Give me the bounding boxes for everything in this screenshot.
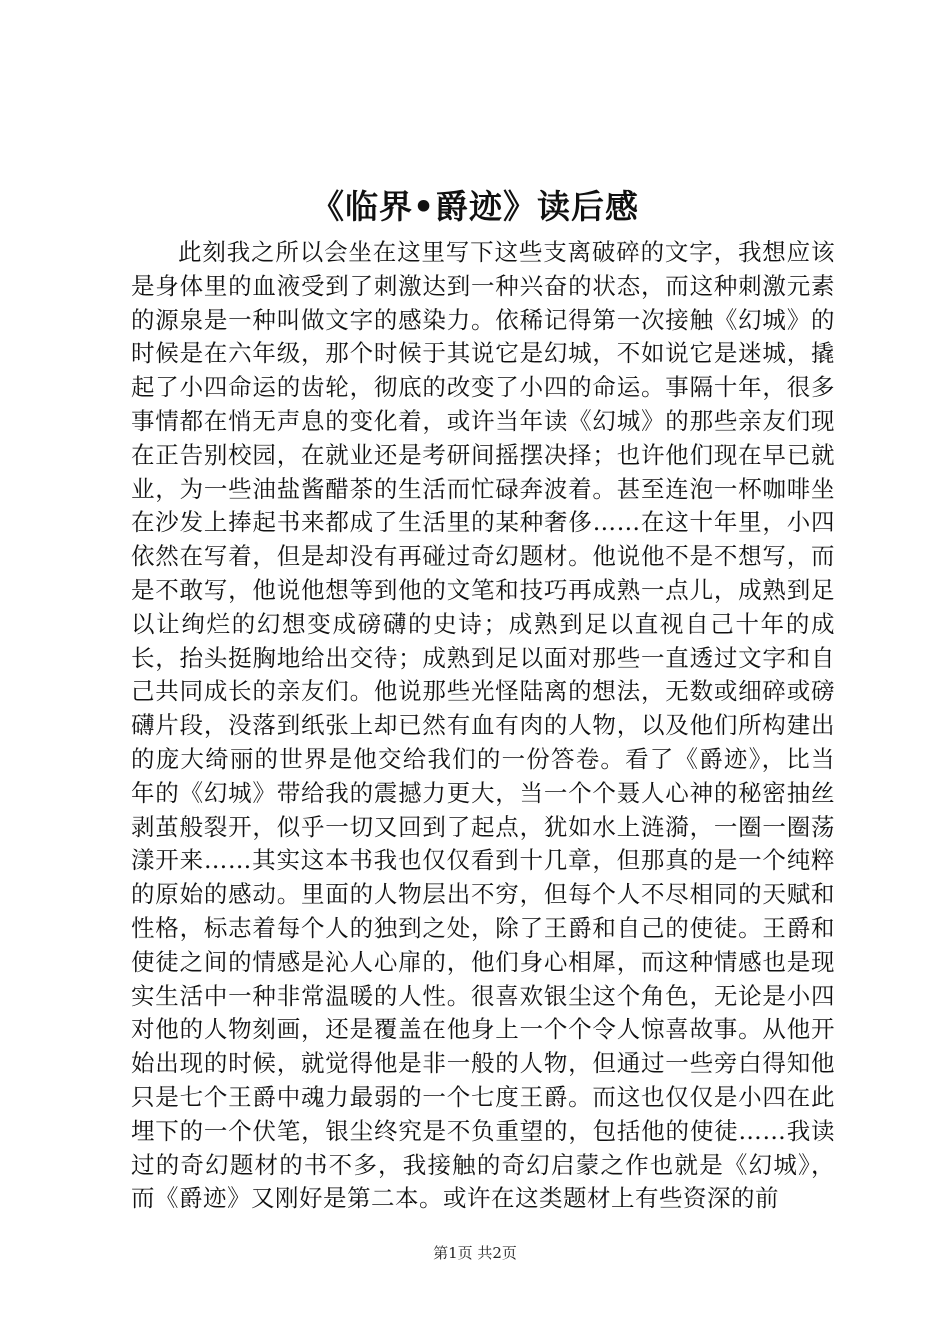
page-number-footer: 第1页 共2页 [433,1244,517,1262]
document-title: 《临界•爵迹》读后感 [310,187,640,226]
body-paragraph: 此刻我之所以会坐在这里写下这些支离破碎的文字，我想应该是身体里的血液受到了刺激达到一种兴奋的状态，而这种刺激元素的源泉是一种叫做文字的感染力。依稀记得第一次接触《幻城》的时候是在六年级，那个时候于其说它是幻城，不如说它是迷城，撬起了小四命运的齿轮，彻底的改变了小四的命运。事隔十年，很多事情都在悄无声息的变化着，或许当年读《幻城》的那些亲友们现在正告别校园，在就业还是考研间摇摆决择；也许他们现在早已就业，为一些油盐酱醋茶的生活而忙碌奔波着。甚至连泡一杯咖啡坐在沙发上捧起书来都成了生活里的某种奢侈……在这十年里，小四依然在写着，但是却没有再碰过奇幻题材。他说他不是不想写，而是不敢写，他说他想等到他的文笔和技巧再成熟一点儿，成熟到足以让绚烂的幻想变成磅礴的史诗；成熟到足以直视自己十年的成长，抬头挺胸地给出交待；成熟到足以面对那些一直透过文字和自己共同成长的亲友们。他说那些光怪陆离的想法，无数或细碎或磅礴片段，没落到纸张上却已然有血有肉的人物，以及他们所构建出的庞大绮丽的世界是他交给我们的一份答卷。看了《爵迹》，比当年的《幻城》带给我的震撼力更大，当一个个聂人心神的秘密抽丝剥茧般裂开，似乎一切又回到了起点，犹如水上涟漪，一圈一圈荡漾开来……其实这本书我也仅仅看到十几章，但那真的是一个纯粹的原始的感动。里面的人物层出不穷，但每个人不尽相同的天赋和性格，标志着每个人的独到之处，除了王爵和自己的使徒。王爵和使徒之间的情感是沁人心扉的，他们身心相犀，而这种情感也是现实生活中一种非常温暖的人性。很喜欢银尘这个角色，无论是小四对他的人物刻画，还是覆盖在他身上一个个令人惊喜故事。从他开始出现的时候，就觉得他是非一般的人物，但通过一些旁白得知他只是七个王爵中魂力最弱的一个七度王爵。而这也仅仅是小四在此埋下的一个伏笔，银尘终究是不负重望的，包括他的使徒……我读过的奇幻题材的书不多，我接触的奇幻启蒙之作也就是《幻城》，而《爵迹》又刚好是第二本。或许在这类题材上有些资深的前 [131,238,835,1213]
